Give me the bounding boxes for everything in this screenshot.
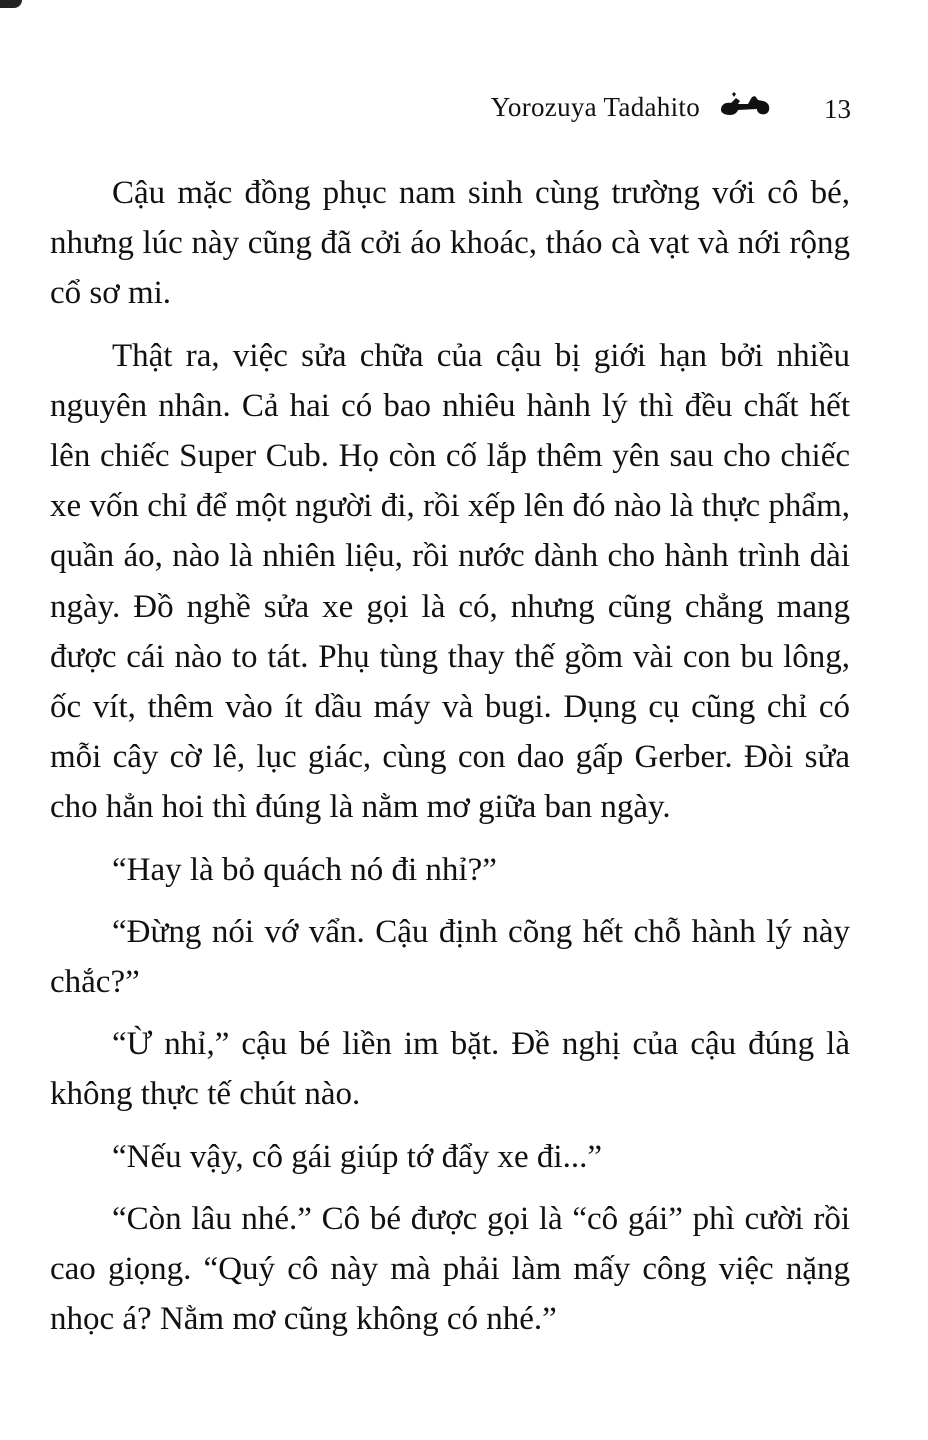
- page-number: 13: [824, 94, 851, 124]
- paragraph: Thật ra, việc sửa chữa của cậu bị giới hạn bởi nhiều nguyên nhân. Cả hai có bao nhiêu hành lý thì đều chất hết lên chiếc Super Cub. Họ còn cố lắp thêm yên sau cho chiếc xe vốn chỉ để một người đi, rồi xếp lên đó nào là thực phẩm, quần áo, nào là nhiên liệu, rồi nước dành cho hành trình dài ngày. Đồ nghề sửa xe gọi là có, nhưng cũng chẳng mang được cái nào to tát. Phụ tùng thay thế gồm vài con bu lông, ốc vít, thêm vào ít dầu máy và bugi. Dụng cụ cũng chỉ có mỗi cây cờ lê, lục giác, cùng con dao gấp Gerber. Đòi sửa cho hẳn hoi thì đúng là nằm mơ giữa ban ngày.: [50, 337, 850, 826]
- paragraph: “Nếu vậy, cô gái giúp tớ đẩy xe đi...”: [112, 1138, 602, 1175]
- motorbike-silhouette-icon: [718, 92, 772, 118]
- paragraph: “Ừ nhỉ,” cậu bé liền im bặt. Đề nghị của cậu đúng là không thực tế chút nào.: [50, 1026, 850, 1113]
- paragraph: “Còn lâu nhé.” Cô bé được gọi là “cô gái” phì cười rồi cao giọng. “Quý cô này mà phải làm mấy công việc nặng nhọc á? Nằm mơ cũng không có nhé.”: [50, 1200, 850, 1338]
- page-header: [0, 86, 928, 126]
- scan-corner-mark: [0, 0, 22, 8]
- paragraph: “Đừng nói vớ vẩn. Cậu định cõng hết chỗ hành lý này chắc?”: [50, 913, 850, 1001]
- running-title: Yorozuya Tadahito: [490, 92, 700, 122]
- paragraph: “Hay là bỏ quách nó đi nhỉ?”: [112, 851, 497, 888]
- paragraph: Cậu mặc đồng phục nam sinh cùng trường với cô bé, nhưng lúc này cũng đã cởi áo khoác, tháo cà vạt và nới rộng cổ sơ mi.: [50, 175, 850, 312]
- body-text: [50, 168, 850, 1344]
